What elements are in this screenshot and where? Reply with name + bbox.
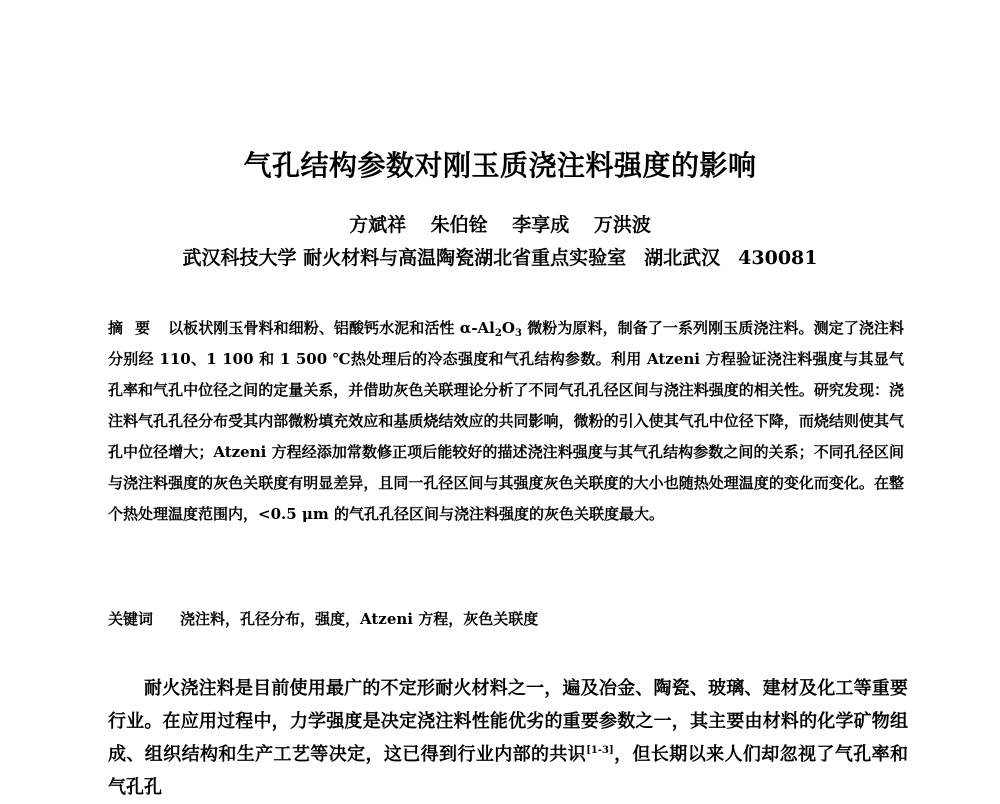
affiliation bbox=[0, 245, 1000, 271]
author-list: 方斌祥 朱伯铨 李享成 万洪波 bbox=[349, 214, 651, 236]
body-paragraph bbox=[108, 672, 908, 804]
abstract-text-part-3: 微粉为原料，制备了一系列刚玉质浇注料。测定了浇注料分别经 110、1 100 和 1 500 ℃热处理后的冷态强度和气孔结构参数。利用 Atzeni 方程验证浇注料强度与其显气孔率和气孔中位径之间的定量关系，并借助灰色关联理论分析了不同气孔孔径区间与浇注料强度的相关性。研究发现：浇注料气孔孔径分布受其内部微粉填充效应和基质烧结效应的共同影响，微粉的引入使其气孔中位径下降，而烧结则使其气孔中位径增大；Atzeni 方程经添加常数修正项后能较好的描述浇注料强度与其气孔结构参数之间的关系；不同孔径区间与浇注料强度的灰色关联度有明显差异，且同一孔径区间与其强度灰色关联度的大小也随热处理温度的变化而变化。在整个热处理温度范围内，<0.5 μm 的气孔孔径区间与浇注料强度的灰色关联度最大。 bbox=[108, 319, 904, 523]
paper-title: 气孔结构参数对刚玉质浇注料强度的影响 bbox=[243, 149, 757, 182]
citation-ref: [1-3] bbox=[586, 745, 614, 756]
affiliation-city: 湖北武汉 bbox=[644, 247, 721, 269]
keywords bbox=[108, 605, 904, 633]
abstract bbox=[108, 313, 904, 530]
abstract-text-part-1: 以板状刚玉骨料和细粉、铝酸钙水泥和活性 α-Al bbox=[168, 319, 495, 337]
body-text-part-1: 耐火浇注料是目前使用最广的不定形耐火材料之一，遍及冶金、陶瓷、玻璃、建材及化工等重要行业。在应用过程中，力学强度是决定浇注料性能优劣的重要参数之一，其主要由材料的化学矿物组成、组织结构和生产工艺等决定，这已得到行业内部的共识 bbox=[108, 678, 908, 765]
abstract-text-part-2: O bbox=[501, 319, 515, 337]
affiliation-postcode: 430081 bbox=[738, 247, 818, 269]
body-text-part-2: ，但长期以来人们却忽视了气孔率和气孔孔 bbox=[108, 744, 909, 798]
abstract-label: 摘要 bbox=[108, 319, 163, 337]
affiliation-org: 武汉科技大学 耐火材料与高温陶瓷湖北省重点实验室 bbox=[182, 247, 627, 269]
keywords-text: 浇注料，孔径分布，强度，Atzeni 方程，灰色关联度 bbox=[180, 610, 539, 628]
abstract-subscript-3: 3 bbox=[514, 328, 522, 339]
keywords-label: 关键词 bbox=[108, 610, 154, 628]
abstract-subscript-2: 2 bbox=[494, 328, 502, 339]
